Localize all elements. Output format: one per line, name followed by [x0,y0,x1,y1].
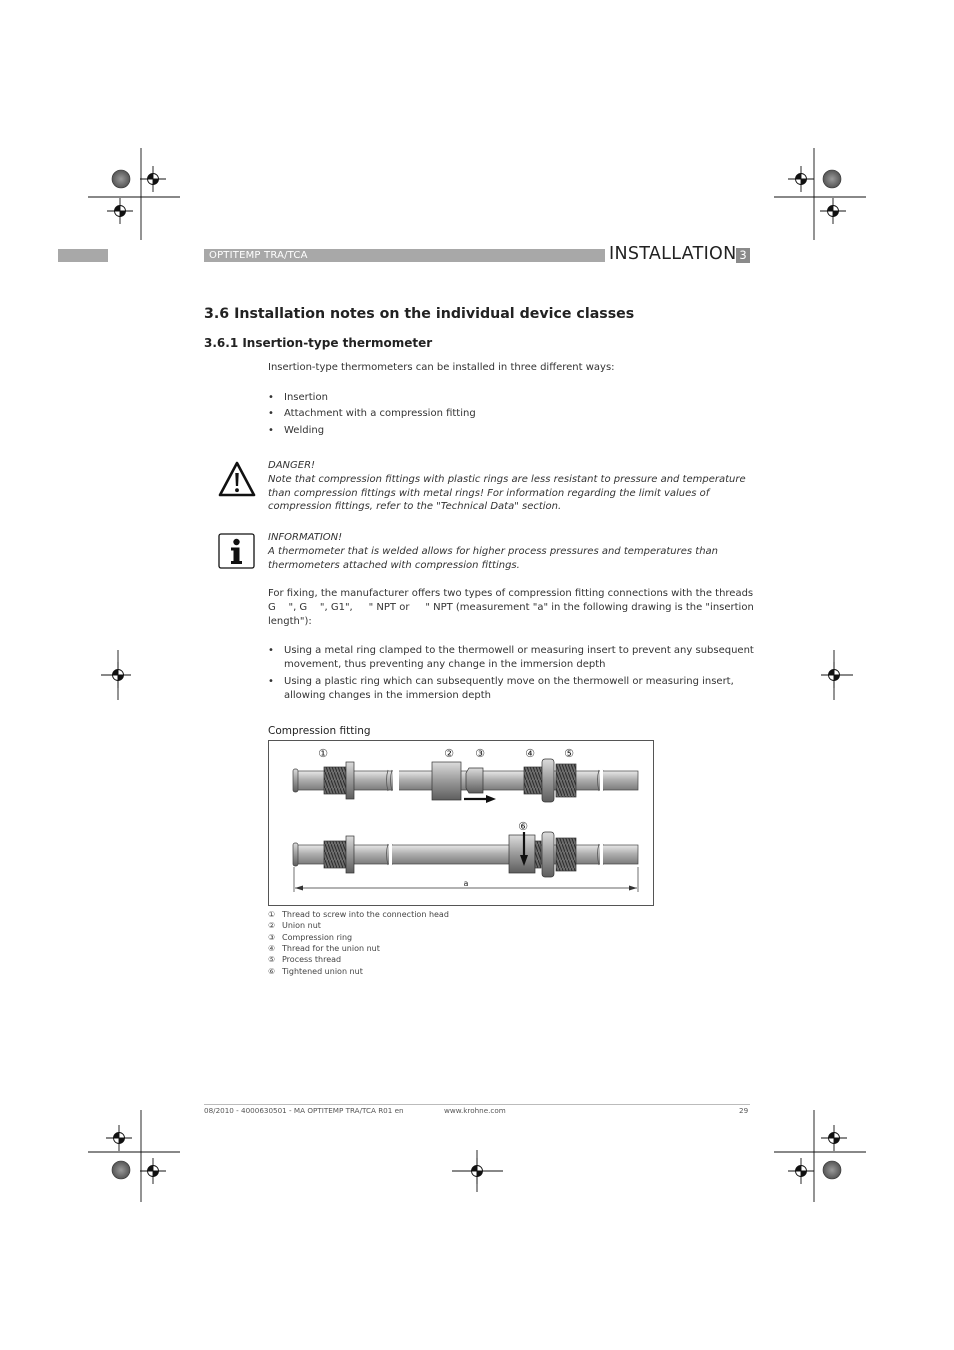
bullet: • [268,676,274,687]
list-item-text: Welding [284,425,325,436]
fixing-line: For fixing, the manufacturer offers two types of compression fitting connections with the threads [268,588,754,599]
bullet: • [268,408,274,419]
subsection-heading: 3.6.1 Insertion-type thermometer [204,336,433,350]
danger-text: Note that compression fittings with plastic rings are less resistant to pressure and temperature than compression fittings with metal rings! For information regarding the limit values of compression fittings, refer to the "Technical Data" section. [268,473,746,513]
dimension-label: a [463,879,469,888]
legend-number: ① [268,910,276,919]
marker-5: ⑤ [564,747,574,760]
marker-6: ⑥ [518,820,528,833]
legend-number: ⑥ [268,967,276,976]
lower-assembly [293,832,638,877]
legend-number: ③ [268,933,276,942]
legend-number: ⑤ [268,955,276,964]
legend-item [268,920,321,931]
legend-number: ④ [268,944,276,953]
header-bar-left [58,249,108,262]
header-section-title: INSTALLATION [609,244,737,264]
warning-triangle-icon [218,461,256,497]
bullet: • [268,392,274,403]
legend-item [268,966,363,977]
fixing-line: G ", G ", G1", " NPT or " NPT (measurement "a" in the following drawing is the "insertion [268,602,754,613]
header-product-name: OPTITEMP TRA/TCA [209,250,308,261]
footer-page-number: 29 [739,1106,749,1115]
danger-notice [268,459,752,514]
footer-doc-ref: 08/2010 - 4000630501 - MA OPTITEMP TRA/TCA R01 en [204,1106,404,1115]
figure-title: Compression fitting [268,725,371,737]
list-item-text: Attachment with a compression fitting [284,408,476,419]
legend-item [268,943,380,954]
bullet: • [268,645,274,656]
footer-website: www.krohne.com [444,1106,506,1115]
fixing-paragraph [268,587,754,629]
legend-text: Union nut [282,921,321,930]
upper-assembly [293,759,638,803]
fixing-line: length"): [268,616,312,627]
marker-1: ① [318,747,328,760]
list-item-text: Using a metal ring clamped to the thermowell or measuring insert to prevent any subsequent movement, thus preventing any change in the immersion depth [284,645,754,670]
header-section-number: 3 [736,248,750,263]
list-item-text: Using a plastic ring which can subsequently move on the thermowell or measuring insert, allowing changes in the immersion depth [284,676,734,701]
marker-3: ③ [475,747,485,760]
marker-4: ④ [525,747,535,760]
marker-2: ② [444,747,454,760]
legend-item [268,932,352,943]
intro-text: Insertion-type thermometers can be installed in three different ways: [268,362,615,373]
information-title: INFORMATION! [268,532,343,543]
legend-text: Tightened union nut [282,967,363,976]
legend-item [268,909,449,920]
legend-number: ② [268,921,276,930]
section-heading: 3.6 Installation notes on the individual device classes [204,306,635,322]
list-item-text: Insertion [284,392,328,403]
danger-title: DANGER! [268,460,316,471]
compression-fitting-drawing [268,740,654,906]
legend-text: Thread for the union nut [282,944,380,953]
legend-text: Process thread [282,955,342,964]
legend-text: Compression ring [282,933,353,942]
info-icon [218,533,255,569]
legend-item [268,954,341,965]
information-text: A thermometer that is welded allows for higher process pressures and temperatures than thermometers attached with compression fittings. [268,545,719,571]
footer-rule [204,1104,750,1105]
legend-text: Thread to screw into the connection head [282,910,449,919]
bullet: • [268,425,274,436]
information-notice [268,531,752,572]
